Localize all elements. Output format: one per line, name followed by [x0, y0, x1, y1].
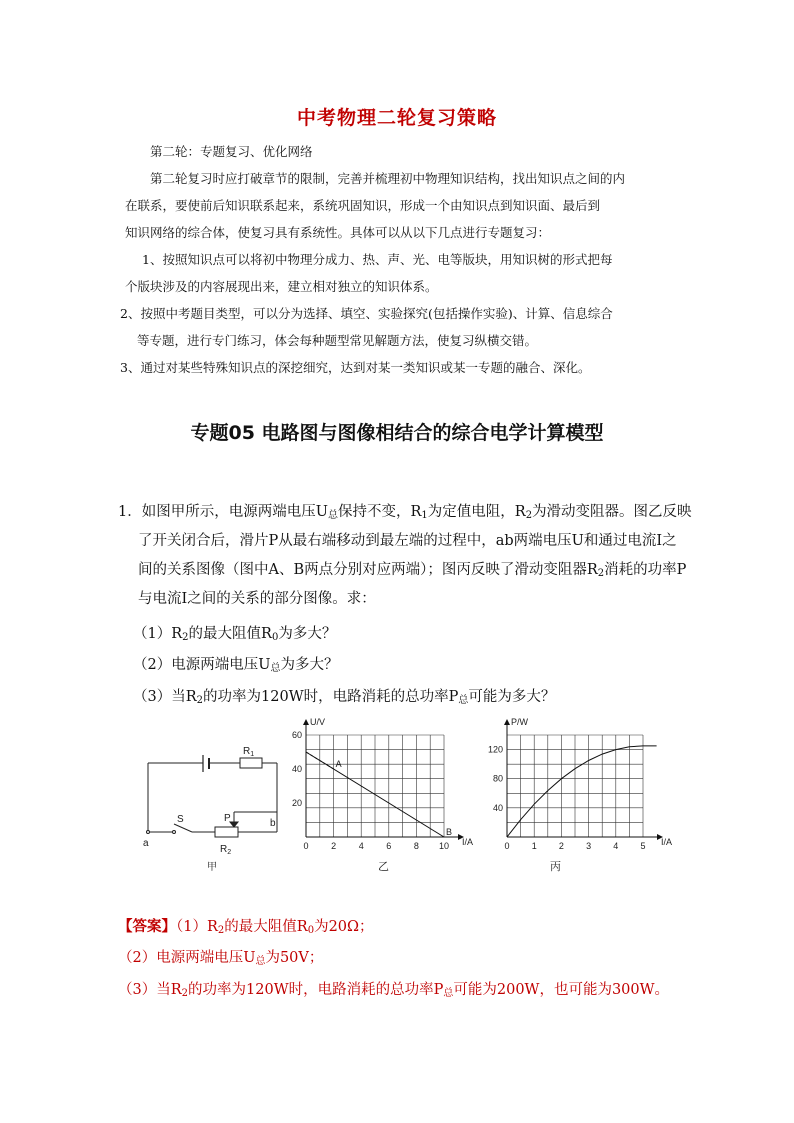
intro-paragraph-line: 在联系，要使前后知识联系起来，系统巩固知识，形成一个由知识点到知识面、最后到 [125, 198, 601, 213]
x-axis-label: I/A [462, 837, 474, 847]
intro-item-3: 3、通过对某些特殊知识点的深挖细究，达到对某一类知识或某一专题的融合、深化。 [120, 360, 591, 375]
x-tick-label: 6 [386, 841, 392, 851]
problem-line-4: 与电流I之间的关系的部分图像。求： [138, 591, 376, 607]
question-1: $(1)R_2$的最大阻值$R_0$为多大？ [133, 626, 337, 643]
switch-blade [174, 824, 192, 832]
x-tick-label: 1 [531, 841, 537, 851]
page-title: 中考物理二轮复习策略 [296, 107, 497, 129]
y-tick-label: 20 [291, 798, 302, 808]
x-tick-label: 4 [358, 841, 364, 851]
figures [130, 712, 690, 882]
slider-arrow [230, 822, 238, 827]
x-tick-label: 2 [331, 841, 337, 851]
x-tick-label: 0 [303, 841, 309, 851]
x-tick-label: 2 [558, 841, 564, 851]
terminal-a-label: a [143, 838, 149, 849]
question-2: （2）电源两端电压$U_总$为多大？ [133, 657, 339, 674]
caption-bing: 丙 [550, 861, 561, 873]
intro-item-2-cont: 等专题，进行专门练习，体会每种题型常见解题方法，使复习纵横交错。 [137, 333, 538, 348]
point-label-b: B [446, 827, 453, 837]
y-tick-label: 120 [487, 744, 503, 755]
series-line [507, 746, 657, 837]
y-axis-arrow [504, 719, 510, 725]
switch-label: S [177, 814, 184, 825]
intro-subtitle: 第二轮：专题复习、优化网络 [150, 144, 313, 159]
r1-label: $R_1$ [243, 746, 255, 758]
resistor-r2 [215, 827, 238, 837]
caption-yi: 乙 [378, 861, 389, 873]
intro-paragraph-line: 知识网络的综合体，使复习具有系统性。具体可以从以下几点进行专题复习： [125, 225, 551, 240]
problem-line-3: 间的关系图像（图中A、B两点分别对应两端）；图丙反映了滑动变阻器$R_2$消耗的功率P [138, 562, 687, 579]
topic-title: 专题05 电路图与图像相结合的综合电学计算模型 [190, 422, 604, 444]
intro-item-1-cont: 个版块涉及的内容展现出来，建立相对独立的知识体系。 [125, 279, 438, 294]
y-axis-arrow [303, 719, 309, 725]
caption-jia: 甲 [207, 862, 217, 873]
x-tick-label: 5 [640, 841, 646, 851]
problem-line-2: 了开关闭合后，滑片P从最右端移动到最左端的过程中，ab两端电压U和通过电流I之 [138, 533, 677, 549]
graph-voltage-current [292, 717, 473, 851]
answer-3: （3）当$R_2$的功率为120W时，电路消耗的总功率$P_总$可能为200W，也可能为300W。 [118, 982, 670, 999]
y-tick-label: 40 [291, 764, 302, 774]
y-tick-label: 60 [291, 730, 302, 740]
terminal-a-dot [147, 831, 150, 834]
problem-line-1: 1．如图甲所示，电源两端电压$U_总$保持不变，$R_1$为定值电阻，$R_2$为滑动变阻器。图乙反映 [118, 504, 692, 521]
x-tick-label: 10 [438, 841, 450, 851]
point-label-a: A [335, 759, 342, 769]
y-tick-label: 40 [492, 802, 503, 813]
x-tick-label: 3 [586, 841, 592, 851]
intro-item-2: 2、按照中考题目类型，可以分为选择、填空、实验探究(包括操作实验)、计算、信息综合 [120, 306, 613, 321]
circuit-diagram [147, 755, 278, 837]
r2-label: $R_2$ [220, 844, 232, 856]
terminal-b-label: b [270, 818, 276, 829]
y-tick-label: 80 [492, 773, 503, 784]
slider-label: P [224, 813, 231, 824]
y-axis-label: U/V [310, 717, 326, 727]
resistor-r1 [240, 758, 262, 768]
answer-1: 【答案】$(1)R_2$的最大阻值$R_0$为20Ω； [118, 918, 374, 936]
question-3: （3）当$R_2$的功率为120W时，电路消耗的总功率$P_总$可能为多大？ [133, 689, 556, 706]
x-tick-label: 8 [413, 841, 419, 851]
graph-power-current [488, 717, 672, 851]
x-tick-label: 4 [613, 841, 619, 851]
x-axis-label: I/A [661, 837, 673, 847]
y-axis-label: P/W [511, 717, 528, 727]
x-tick-label: 0 [504, 841, 510, 851]
answer-2: （2）电源两端电压$U_总$为50V； [118, 950, 324, 967]
intro-item-1: 1、按照知识点可以将初中物理分成力、热、声、光、电等版块，用知识树的形式把每 [142, 252, 613, 267]
intro-paragraph-line: 第二轮复习时应打破章节的限制，完善并梳理初中物理知识结构，找出知识点之间的内 [150, 171, 626, 186]
switch-contact [173, 831, 176, 834]
